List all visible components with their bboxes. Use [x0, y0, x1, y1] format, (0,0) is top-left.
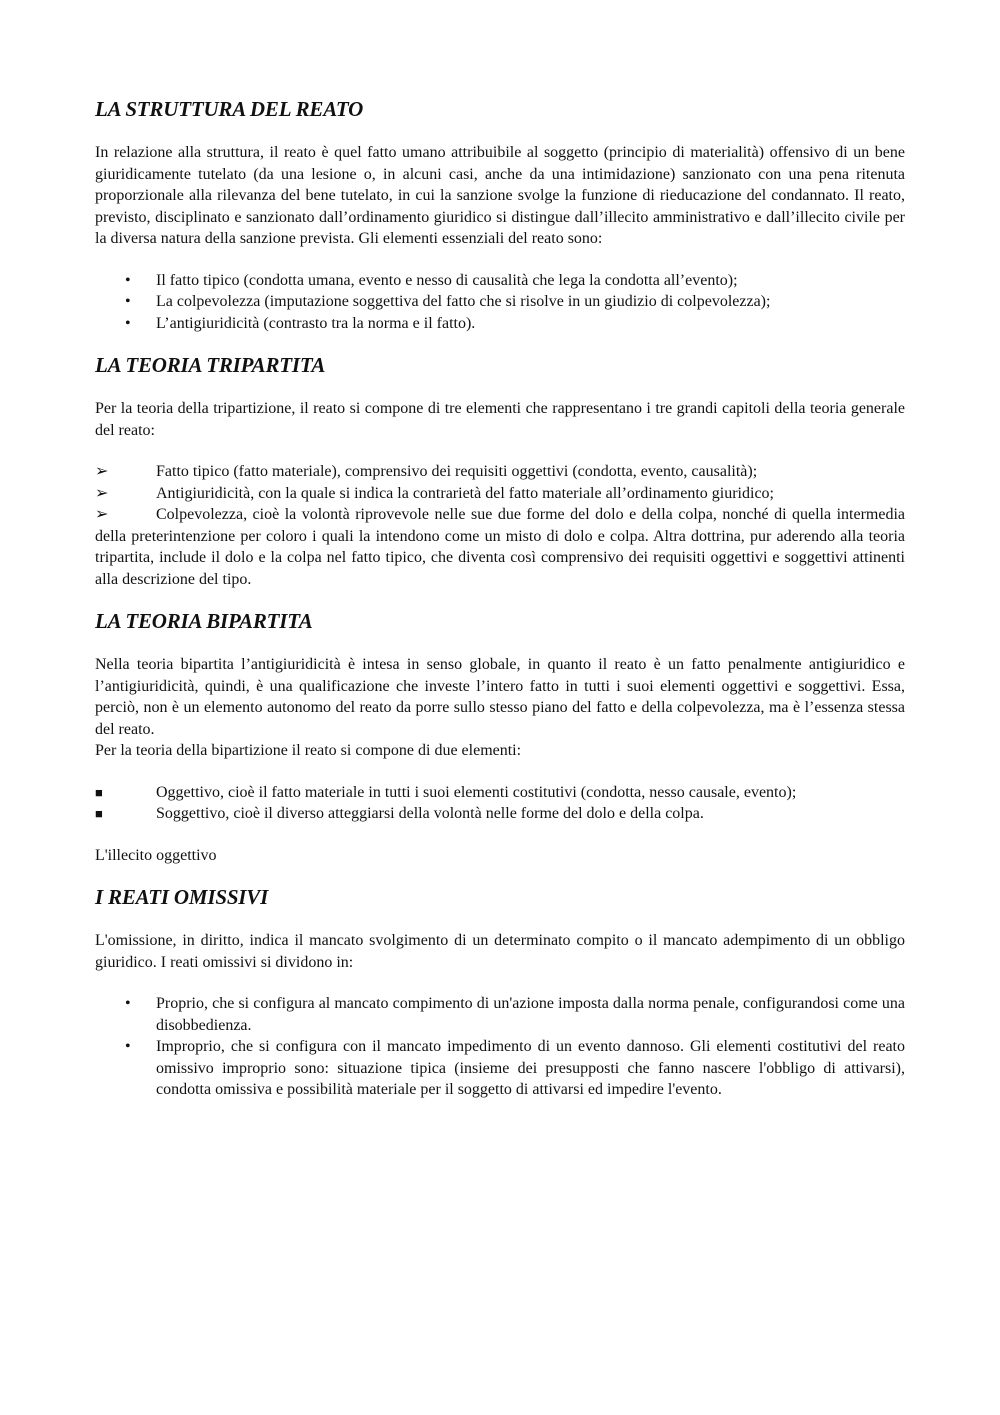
illecito-oggettivo-text: L'illecito oggettivo [95, 846, 217, 864]
bullet-icon: • [125, 271, 131, 289]
section-paragraph-omissivi: L'omissione, in diritto, indica il mancato svolgimento di un determinato compito o il mancato adempimento di un obbligo giuridico. I reati omissivi si dividono in: [95, 932, 905, 971]
section-title-omissivi: I REATI OMISSIVI [95, 885, 269, 909]
section-title-bipartita: LA TEORIA BIPARTITA [95, 609, 313, 633]
list-item: • Proprio, che si configura al mancato compimento di un'azione imposta dalla norma penale, configurandosi come una disobbedienza. [125, 995, 905, 1034]
bullet-icon: • [125, 995, 131, 1012]
list-item: ➢ Colpevolezza, cioè la volontà riprovevole nelle sue due forme del dolo e della colpa, nonché di quella intermedia della preterintenzione per coloro i quali la intendono come un misto di dolo e colpa. Altra dottrina, pur aderendo alla teoria tripartita, include il dolo e la colpa nel fatto tipico, che diventa così comprensivo dei requisiti oggettivi e soggettivi attinenti alla descrizione del tipo. [95, 506, 905, 588]
list-item: ■ Soggettivo, cioè il diverso atteggiarsi della volontà nelle forme del dolo e della colpa. [95, 803, 905, 825]
section-paragraph-struttura: In relazione alla struttura, il reato è quel fatto umano attribuibile al soggetto (principio di materialità) offensivo di un bene giuridicamente tutelato (da una lesione o, in alcuni casi, anche da una intimidazione) sanzionato con una pena ritenuta proporzionale alla rilevanza del bene tutelato, in cui la sanzione svolge la funzione di rieducazione del condannato. Il reato, previsto, disciplinato e sanzionato dall’ordinamento giuridico si distingue dall’illecito amministrativo e dall’illecito civile per la diversa natura della sanzione prevista. Gli elementi essenziali del reato sono: [95, 144, 905, 247]
section-title-tripartita: LA TEORIA TRIPARTITA [95, 353, 326, 377]
list-item: • L’antigiuridicità (contrasto tra la norma e il fatto). [95, 313, 905, 335]
omissivi-list [95, 993, 905, 1101]
list-item: • Improprio, che si configura con il mancato impedimento di un evento dannoso. Gli elementi costitutivi del reato omissivo improprio sono: situazione tipica (insieme dei presupposti che fanno nascere l'obbligo di attivarsi), condotta omissiva e possibilità materiale per il soggetto di attivarsi ed impedire l'evento. [125, 1038, 905, 1098]
arrow-bullet-icon: ➢ [95, 484, 109, 502]
arrow-bullet-icon: ➢ [95, 506, 109, 523]
document-page [95, 96, 905, 1101]
square-bullet-icon: ■ [95, 784, 103, 800]
list-item: • La colpevolezza (imputazione soggettiva del fatto che si risolve in un giudizio di colpevolezza); [95, 291, 905, 313]
square-bullet-icon: ■ [95, 806, 103, 821]
list-item: • Il fatto tipico (condotta umana, evento e nesso di causalità che lega la condotta all’evento); [95, 270, 905, 292]
bullet-icon: • [125, 293, 131, 310]
list-item: ➢ Antigiuridicità, con la quale si indica la contrarietà del fatto materiale all’ordinamento giuridico; [95, 483, 905, 505]
list-item: ➢ Fatto tipico (fatto materiale), comprensivo dei requisiti oggettivi (condotta, evento, causalità); [95, 461, 905, 483]
section-paragraph-tripartita: Per la teoria della tripartizione, il reato si compone di tre elementi che rappresentano i tre grandi capitoli della teoria generale del reato: [95, 400, 905, 439]
list-item: ■ Oggettivo, cioè il fatto materiale in tutti i suoi elementi costitutivi (condotta, nesso causale, evento); [95, 782, 905, 804]
section-paragraph-bipartita: Nella teoria bipartita l’antigiuridicità è intesa in senso globale, in quanto il reato è un fatto penalmente antigiuridico e l’antigiuridicità, quindi, è una qualificazione che investe l’intero fatto in tutti i suoi elementi oggettivi e soggettivi. Essa, perciò, non è un elemento autonomo del reato da porre sullo stesso piano del fatto e della colpevolezza, ma è l’essenza stessa del reato. [95, 656, 905, 738]
bullet-icon: • [125, 314, 131, 332]
elements-list [95, 270, 905, 335]
bipartita-list [95, 782, 905, 825]
tripartita-list [95, 461, 905, 590]
bullet-icon: • [125, 1038, 131, 1055]
section-title-struttura: LA STRUTTURA DEL REATO [95, 97, 364, 121]
section-paragraph-bipartita-2: Per la teoria della bipartizione il reato si compone di due elementi: [95, 742, 522, 759]
arrow-bullet-icon: ➢ [95, 463, 109, 480]
